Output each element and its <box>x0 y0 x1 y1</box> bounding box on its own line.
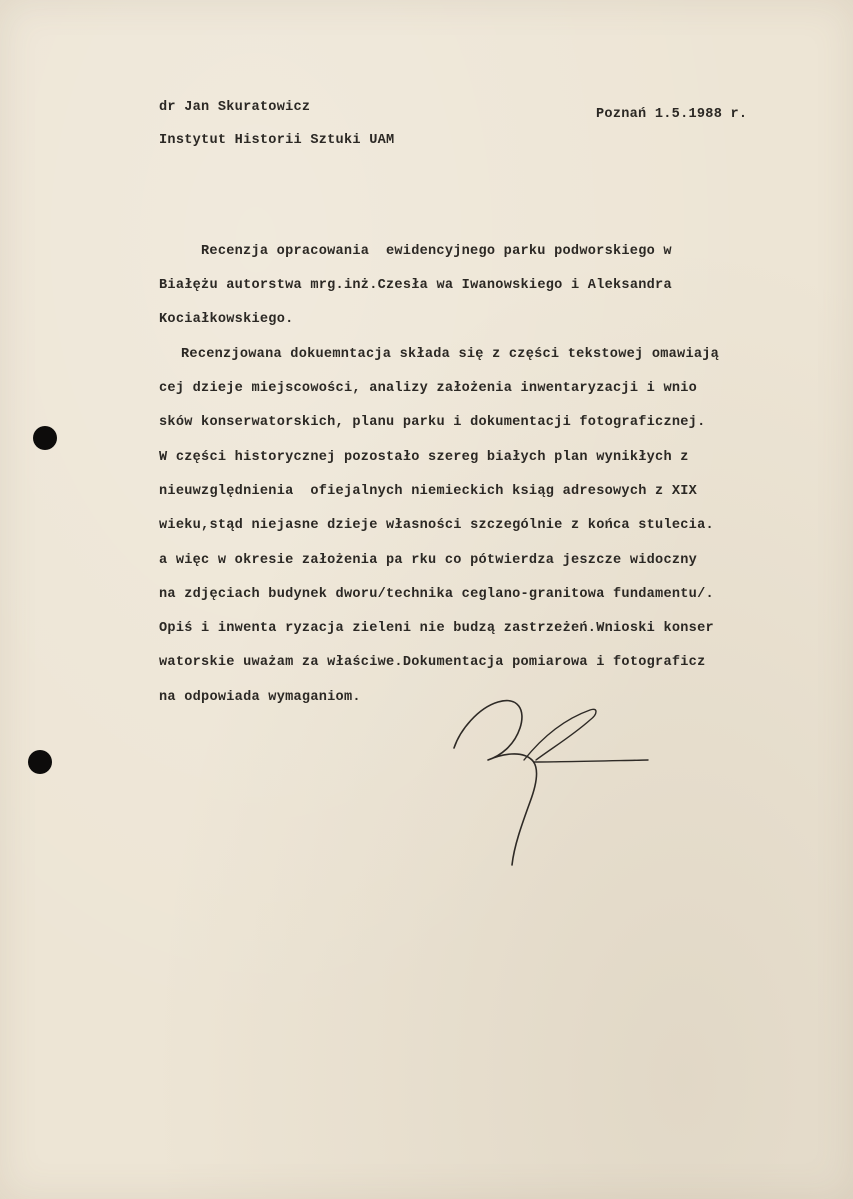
body-line: na odpowiada wymaganiom. <box>159 690 361 705</box>
body-line: sków konserwatorskich, planu parku i dokumentacji fotograficznej. <box>159 415 706 430</box>
punch-hole-bottom <box>28 750 52 774</box>
body-line: Białężu autorstwa mrg.inż.Czesła wa Iwanowskiego i Aleksandra <box>159 278 672 293</box>
body-line: cej dzieje miejscowości, analizy założenia inwentaryzacji i wnio <box>159 381 698 396</box>
sender-name: dr Jan Skuratowicz <box>159 100 311 115</box>
body-line: a więc w okresie założenia pa rku co pótwierdza jeszcze widoczny <box>159 553 698 568</box>
body-line: W części historycznej pozostało szereg białych plan wynikłych z <box>159 450 689 465</box>
signature-icon <box>440 690 670 880</box>
body-line: Recenzjowana dokuemntacja składa się z części tekstowej omawiają <box>181 347 720 362</box>
body-line: Recenzja opracowania ewidencyjnego parku podworskiego w <box>201 244 672 259</box>
sender-institution: Instytut Historii Sztuki UAM <box>159 133 395 148</box>
body-line: Opiś i inwenta ryzacja zieleni nie budzą zastrzeżeń.Wnioski konser <box>159 621 714 636</box>
body-line: Kociałkowskiego. <box>159 312 294 327</box>
body-line: nieuwzględnienia ofiejalnych niemieckich ksiąg adresowych z XIX <box>159 484 698 499</box>
punch-hole-top <box>33 426 57 450</box>
body-line: watorskie uważam za właściwe.Dokumentacja pomiarowa i fotograficz <box>159 655 706 670</box>
body-line: wieku,stąd niejasne dzieje własności szczególnie z końca stulecia. <box>159 518 714 533</box>
body-line: na zdjęciach budynek dworu/technika ceglano-granitowa fundamentu/. <box>159 587 714 602</box>
place-date: Poznań 1.5.1988 r. <box>596 107 748 122</box>
